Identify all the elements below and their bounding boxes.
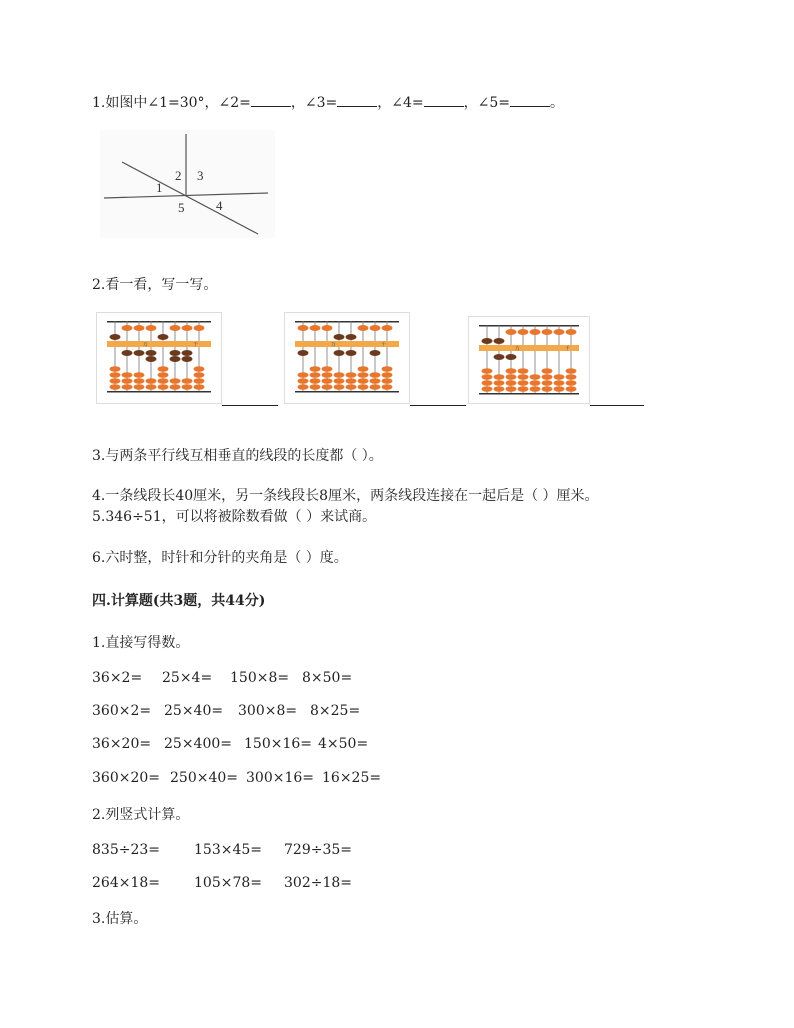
angle-label-2: 2 (175, 168, 182, 183)
question-3: 3.与两条平行线互相垂直的线段的长度都（ ）。 (92, 448, 383, 464)
abacus-3-wan-label: 万 (515, 346, 521, 352)
abacus-2-wan-label: 万 (331, 342, 337, 348)
abacus-1-drawing (97, 313, 221, 403)
calc-item: 25×4= (162, 670, 213, 686)
calc-item: 300×8= (238, 703, 298, 719)
question-4: 4.一条线段长40厘米，另一条线段长8厘米，两条线段连接在一起后是（ ）厘米。 (92, 488, 599, 504)
question-5: 5.346÷51，可以将被除数看做（ ）来试商。 (92, 509, 377, 525)
q1-angle4-label: ∠4= (391, 95, 424, 111)
angle-label-4: 4 (216, 198, 223, 213)
calc-item: 16×25= (322, 770, 382, 786)
abacus-1 (96, 312, 222, 404)
q1-prefix: 1.如图中∠1=30°， (92, 95, 219, 111)
calc-item: 250×40= (170, 770, 238, 786)
q1-angle5-label: ∠5= (477, 95, 511, 111)
calc-1-title: 1.直接写得数。 (92, 635, 190, 651)
question-2: 2.看一看，写一写。 (92, 277, 218, 293)
calc-item: 729÷35= (284, 842, 352, 858)
calc-item: 264×18= (92, 875, 160, 891)
q1-sep: ， (290, 95, 305, 111)
abacus-3-answer-line[interactable] (590, 405, 644, 406)
abacus-3-qian-label: 千 (565, 346, 571, 352)
abacus-1-qian-label: 千 (193, 342, 199, 348)
calc-item: 150×16= (244, 736, 312, 752)
calc-item: 25×400= (164, 736, 232, 752)
q1-angle4-blank[interactable] (424, 94, 464, 107)
abacus-2 (284, 312, 410, 404)
abacus-2-qian-label: 千 (381, 342, 387, 348)
angle-figure (100, 130, 275, 238)
calc-item: 8×25= (310, 703, 361, 719)
q1-end: 。 (550, 95, 565, 111)
abacus-2-answer-line[interactable] (410, 405, 466, 406)
calc-item: 36×2= (92, 670, 143, 686)
abacus-3-drawing (469, 317, 589, 403)
abacus-1-answer-line[interactable] (222, 405, 278, 406)
calc-item: 153×45= (194, 842, 262, 858)
q1-angle2-blank[interactable] (251, 94, 291, 107)
calc-item: 300×16= (246, 770, 314, 786)
abacus-2-drawing (285, 313, 409, 403)
question-6: 6.六时整，时针和分针的夹角是（ ）度。 (92, 550, 348, 566)
question-1 (92, 94, 564, 112)
calc-item: 835÷23= (92, 842, 160, 858)
calc-item: 360×2= (92, 703, 152, 719)
q1-angle3-label: ∠3= (304, 95, 338, 111)
calc-item: 105×78= (194, 875, 262, 891)
calc-item: 302÷18= (284, 875, 352, 891)
calc-item: 360×20= (92, 770, 160, 786)
q1-angle5-blank[interactable] (510, 94, 550, 107)
q1-sep: ， (463, 95, 478, 111)
angle-label-1: 1 (156, 180, 163, 195)
calc-item: 4×50= (318, 736, 369, 752)
calc-item: 150×8= (230, 670, 290, 686)
calc-3-title: 3.估算。 (92, 911, 148, 927)
q1-sep: ， (377, 95, 392, 111)
abacus-3 (468, 316, 590, 404)
angle-label-5: 5 (178, 200, 185, 215)
section-4-title: 四.计算题(共3题，共44分) (92, 593, 266, 609)
calc-2-title: 2.列竖式计算。 (92, 807, 190, 823)
calc-item: 8×50= (302, 670, 353, 686)
abacus-1-wan-label: 万 (143, 342, 149, 348)
calc-item: 25×40= (164, 703, 224, 719)
angle-label-3: 3 (197, 168, 204, 183)
q1-angle3-blank[interactable] (337, 94, 377, 107)
q1-angle2-label: ∠2= (218, 95, 251, 111)
calc-item: 36×20= (92, 736, 152, 752)
